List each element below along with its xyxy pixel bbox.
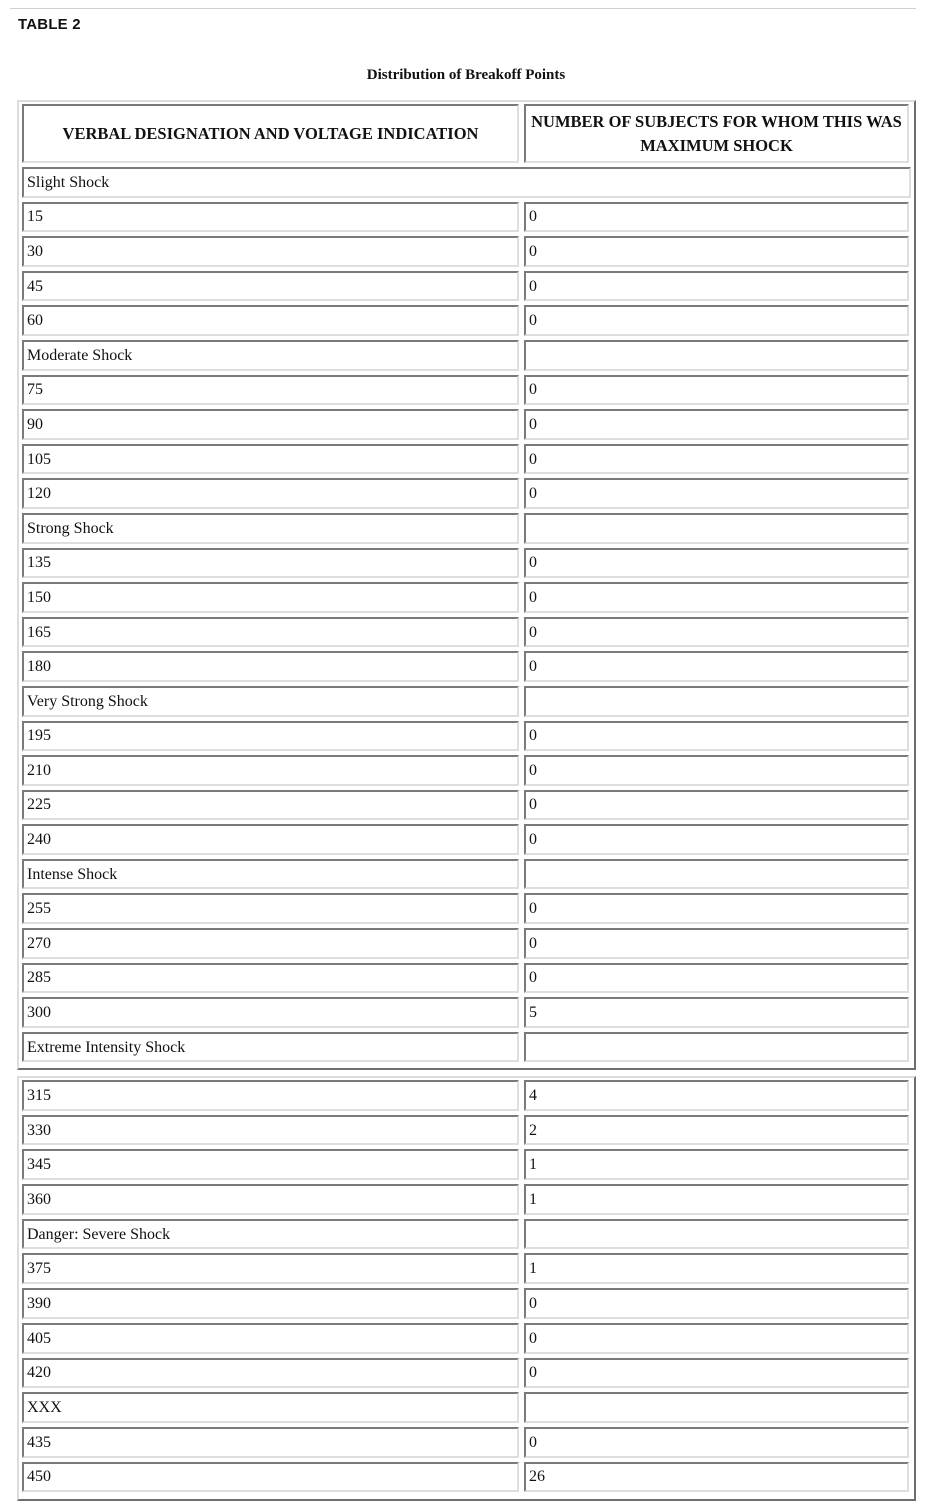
subject-count-cell: 0 [524,963,909,994]
category-row [19,684,914,719]
category-row [19,857,914,892]
voltage-cell: 345 [22,1149,519,1180]
subject-count-cell: 0 [524,824,909,855]
table-row [19,788,914,823]
voltage-cell: 75 [22,375,519,406]
table-row [19,719,914,754]
table-row [19,407,914,442]
voltage-cell: 360 [22,1184,519,1215]
voltage-cell: 300 [22,997,519,1028]
table-body-part-2 [19,1078,914,1494]
table-row [19,615,914,650]
subject-count-cell: 0 [524,790,909,821]
table-row [19,200,914,235]
header-number-of-subjects: NUMBER OF SUBJECTS FOR WHOM THIS WAS MAXIMUM SHOCK [524,104,909,163]
category-row [19,165,914,200]
subject-count-cell: 0 [524,651,909,682]
voltage-cell: 90 [22,409,519,440]
category-row [19,1217,914,1252]
empty-cell [524,859,909,890]
breakoff-table-part-2 [17,1076,916,1501]
voltage-cell: 255 [22,893,519,924]
voltage-cell: 375 [22,1253,519,1284]
category-label: Intense Shock [22,859,519,890]
breakoff-table-part-1 [17,100,916,1070]
subject-count-cell: 2 [524,1115,909,1146]
voltage-cell: 270 [22,928,519,959]
subject-count-cell: 0 [524,548,909,579]
subject-count-cell: 0 [524,721,909,752]
table-row [19,1147,914,1182]
category-label: Moderate Shock [22,340,519,371]
table-row [19,234,914,269]
table-caption: Distribution of Breakoff Points [366,67,566,83]
header-verbal-designation: VERBAL DESIGNATION AND VOLTAGE INDICATION [22,104,519,163]
voltage-cell: 405 [22,1323,519,1354]
category-row [19,1390,914,1425]
voltage-cell: 225 [22,790,519,821]
table-row [19,1321,914,1356]
subject-count-cell: 0 [524,375,909,406]
table-row [19,580,914,615]
category-label: Strong Shock [22,513,519,544]
subject-count-cell: 1 [524,1253,909,1284]
category-label: XXX [22,1392,519,1423]
category-row [19,338,914,373]
table-row [19,822,914,857]
empty-cell [524,513,909,544]
subject-count-cell: 5 [524,997,909,1028]
empty-cell [524,1032,909,1063]
category-label: Danger: Severe Shock [22,1219,519,1250]
voltage-cell: 315 [22,1080,519,1111]
subject-count-cell: 0 [524,1358,909,1389]
voltage-cell: 420 [22,1358,519,1389]
table-header-row [19,102,914,165]
voltage-cell: 210 [22,755,519,786]
table-row [19,961,914,996]
subject-count-cell: 0 [524,305,909,336]
subject-count-cell: 1 [524,1184,909,1215]
subject-count-cell: 1 [524,1149,909,1180]
voltage-cell: 330 [22,1115,519,1146]
subject-count-cell: 0 [524,893,909,924]
table-row [19,1356,914,1391]
voltage-cell: 60 [22,305,519,336]
voltage-cell: 15 [22,202,519,233]
table-row [19,303,914,338]
voltage-cell: 120 [22,478,519,509]
voltage-cell: 135 [22,548,519,579]
voltage-cell: 450 [22,1462,519,1493]
subject-count-cell: 0 [524,236,909,267]
voltage-cell: 435 [22,1427,519,1458]
table-row [19,995,914,1030]
empty-cell [524,1219,909,1250]
table-label: TABLE 2 [18,16,81,33]
voltage-cell: 180 [22,651,519,682]
voltage-cell: 390 [22,1288,519,1319]
table-row [19,1182,914,1217]
empty-cell [524,686,909,717]
category-row [19,511,914,546]
voltage-cell: 240 [22,824,519,855]
subject-count-cell: 0 [524,202,909,233]
table-row [19,442,914,477]
empty-cell [524,340,909,371]
subject-count-cell: 0 [524,409,909,440]
subject-count-cell: 0 [524,478,909,509]
table-row [19,269,914,304]
empty-cell [524,1392,909,1423]
table-row [19,373,914,408]
voltage-cell: 30 [22,236,519,267]
table-row [19,1113,914,1148]
table-row [19,753,914,788]
table-row [19,546,914,581]
table-row [19,926,914,961]
subject-count-cell: 0 [524,617,909,648]
voltage-cell: 195 [22,721,519,752]
voltage-cell: 285 [22,963,519,994]
table-row [19,1078,914,1113]
category-label: Extreme Intensity Shock [22,1032,519,1063]
voltage-cell: 165 [22,617,519,648]
subject-count-cell: 0 [524,444,909,475]
subject-count-cell: 0 [524,582,909,613]
subject-count-cell: 0 [524,1288,909,1319]
voltage-cell: 150 [22,582,519,613]
top-divider [10,8,916,9]
subject-count-cell: 0 [524,1427,909,1458]
table-row [19,891,914,926]
table-row [19,649,914,684]
table-body-part-1 [19,165,914,1064]
subject-count-cell: 4 [524,1080,909,1111]
subject-count-cell: 0 [524,928,909,959]
voltage-cell: 45 [22,271,519,302]
subject-count-cell: 26 [524,1462,909,1493]
category-label: Very Strong Shock [22,686,519,717]
table-row [19,476,914,511]
table-row [19,1286,914,1321]
table-row [19,1251,914,1286]
subject-count-cell: 0 [524,271,909,302]
table-row [19,1425,914,1460]
subject-count-cell: 0 [524,755,909,786]
voltage-cell: 105 [22,444,519,475]
subject-count-cell: 0 [524,1323,909,1354]
category-row [19,1030,914,1065]
table-row [19,1460,914,1495]
category-label: Slight Shock [22,167,911,198]
